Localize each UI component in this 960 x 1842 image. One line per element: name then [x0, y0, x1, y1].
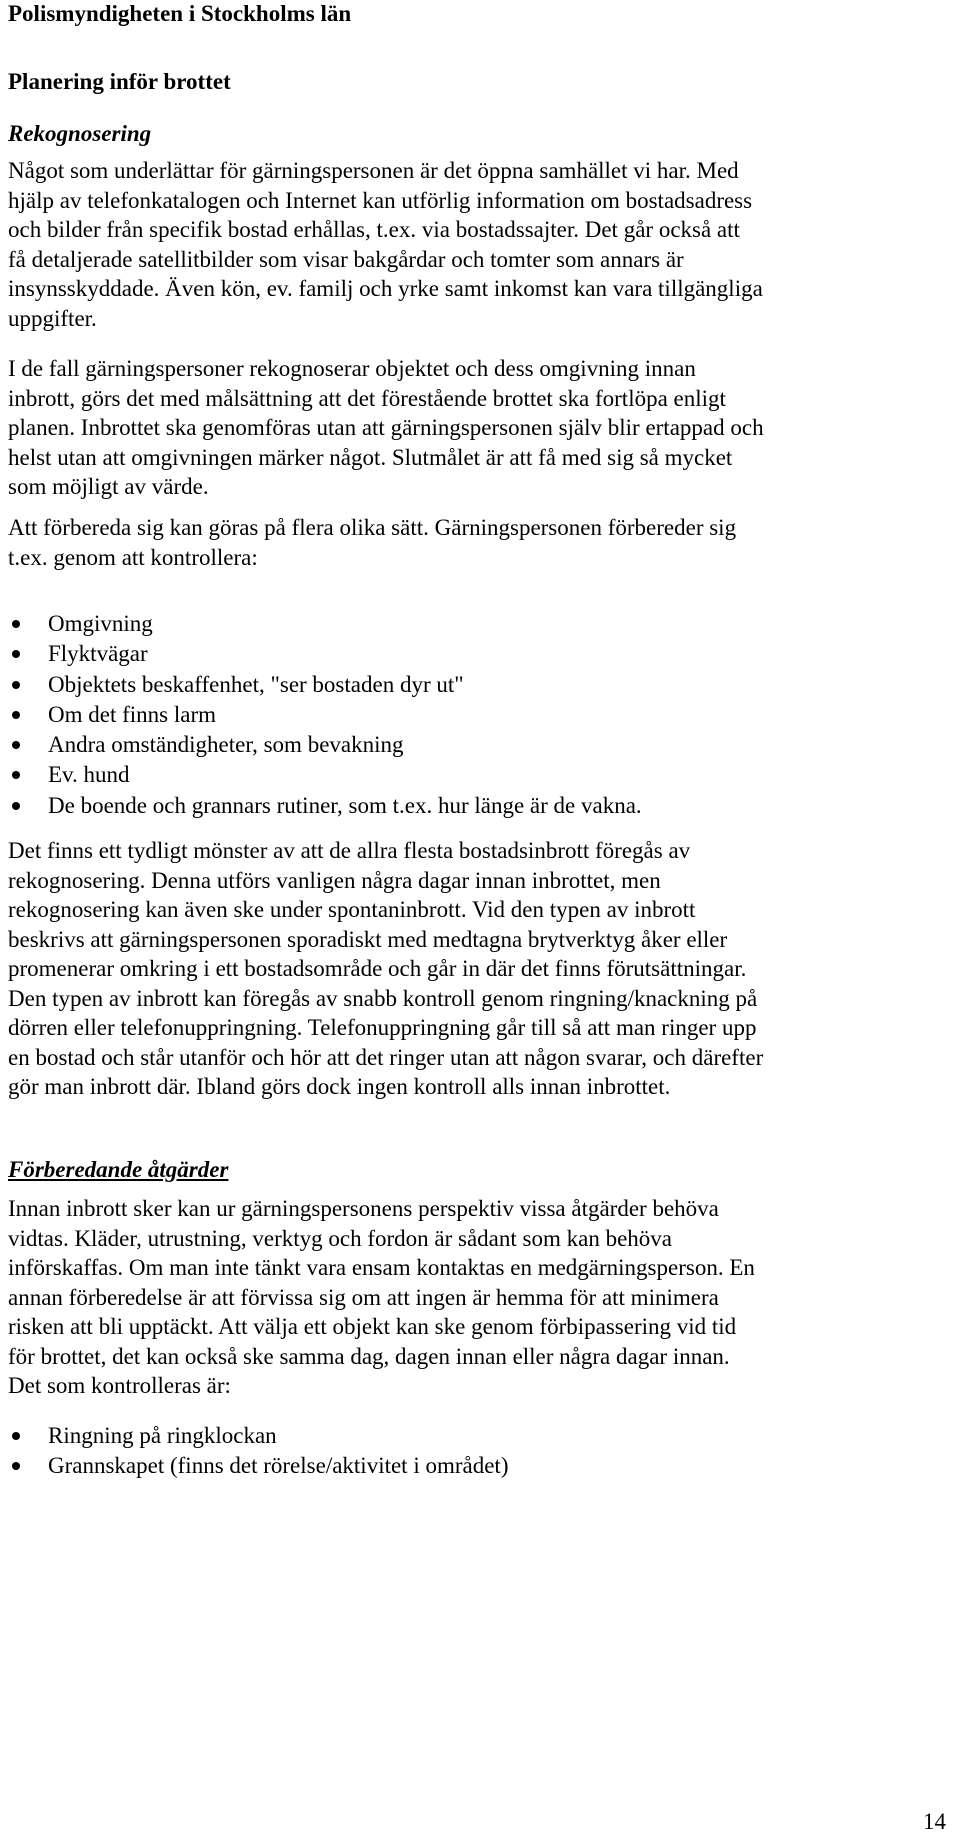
text-line: Något som underlättar för gärningspersonen är det öppna samhället vi har. Med — [8, 158, 739, 183]
list-item — [8, 609, 642, 639]
list-item-label: Grannskapet (finns det rörelse/aktivitet i området) — [48, 1453, 509, 1479]
list-item-label: Ev. hund — [48, 762, 130, 788]
subsection-title-recon: Rekognosering — [8, 121, 152, 146]
document-header: Polismyndigheten i Stockholms län — [8, 1, 352, 26]
text-line: som möjligt av värde. — [8, 474, 209, 499]
text-line: och bilder från specifik bostad erhållas, t.ex. via bostadssajter. Det går också att — [8, 217, 740, 242]
text-line: uppgifter. — [8, 305, 97, 331]
bullet-icon — [12, 681, 20, 689]
text-line: hjälp av telefonkatalogen och Internet kan utförlig information om bostadsadress — [8, 187, 753, 213]
list-item-label: Flyktvägar — [48, 641, 148, 667]
bullet-icon — [12, 620, 20, 628]
recon-paragraph-4 — [8, 836, 958, 1102]
list-item — [8, 700, 642, 730]
text-line: rekognosering. Denna utförs vanligen några dagar innan inbrottet, men — [8, 867, 661, 893]
list-item-label: Om det finns larm — [48, 701, 216, 727]
list-item — [8, 730, 642, 760]
text-line: I de fall gärningspersoner rekognoserar objektet och dess omgivning innan — [8, 356, 696, 381]
list-item — [8, 670, 642, 700]
text-line: Det finns ett tydligt mönster av att de allra flesta bostadsinbrott föregås av — [8, 838, 691, 863]
list-item-label: Objektets beskaffenhet, "ser bostaden dyr ut" — [48, 671, 464, 697]
recon-paragraph-2 — [8, 354, 958, 502]
list-item-label: Andra omständigheter, som bevakning — [48, 732, 404, 758]
text-line: för brottet, det kan också ske samma dag, dagen innan eller några dagar innan. — [8, 1343, 730, 1369]
text-line: införskaffas. Om man inte tänkt vara ensam kontaktas en medgärningsperson. En — [8, 1255, 755, 1280]
text-line: risken att bli upptäckt. Att välja ett objekt kan ske genom förbipassering vid tid — [8, 1314, 737, 1339]
text-line: t.ex. genom att kontrollera: — [8, 544, 258, 570]
list-item — [8, 760, 642, 790]
subsection-title-prep — [8, 1156, 228, 1184]
text-line: vidtas. Kläder, utrustning, verktyg och fordon är sådant som kan behöva — [8, 1225, 673, 1251]
text-line: planen. Inbrottet ska genomföras utan att gärningspersonen själv blir ertappad och — [8, 415, 764, 440]
text-line: få detaljerade satellitbilder som visar bakgårdar och tomter som annars är — [8, 246, 684, 272]
list-item-label: De boende och grannars rutiner, som t.ex. hur länge är de vakna. — [48, 792, 642, 818]
list-item — [8, 1451, 508, 1481]
bullet-icon — [12, 1462, 20, 1470]
bullet-icon — [12, 650, 20, 658]
text-line: gör man inbrott där. Ibland görs dock ingen kontroll alls innan inbrottet. — [8, 1074, 671, 1099]
prep-bullet-list — [8, 1421, 508, 1482]
text-line: beskrivs att gärningspersonen sporadiskt med medtagna brytverktyg åker eller — [8, 926, 728, 952]
text-line: insynsskyddade. Även kön, ev. familj och yrke samt inkomst kan vara tillgängliga — [8, 276, 763, 301]
text-line: helst utan att omgivningen märker något. Slutmålet är att få med sig så mycket — [8, 444, 733, 470]
text-line: annan förberedelse är att förvissa sig om att ingen är hemma för att minimera — [8, 1284, 719, 1310]
text-line: rekognosering kan även ske under spontaninbrott. Vid den typen av inbrott — [8, 897, 696, 922]
text-line: promenerar omkring i ett bostadsområde och går in där det finns förutsättningar. — [8, 956, 747, 981]
text-line: Den typen av inbrott kan föregås av snabb kontroll genom ringning/knackning på — [8, 985, 758, 1011]
text-line: dörren eller telefonuppringning. Telefonuppringning går till så att man ringer upp — [8, 1015, 757, 1040]
text-line: Att förbereda sig kan göras på flera olika sätt. Gärningspersonen förbereder sig — [8, 515, 737, 540]
list-item — [8, 639, 642, 669]
subsection-title-text: Förberedande åtgärder — [8, 1157, 229, 1182]
recon-bullet-list — [8, 609, 642, 821]
list-item — [8, 791, 642, 821]
list-item-label: Ringning på ringklockan — [48, 1423, 277, 1448]
bullet-icon — [12, 711, 20, 719]
bullet-icon — [12, 802, 20, 810]
list-item-label: Omgivning — [48, 611, 153, 636]
page-number: 14 — [923, 1809, 946, 1834]
section-title: Planering inför brottet — [8, 69, 231, 94]
text-line: en bostad och står utanför och hör att det ringer utan att någon svarar, och därefter — [8, 1044, 764, 1070]
text-line: Det som kontrolleras är: — [8, 1373, 231, 1398]
bullet-icon — [12, 741, 20, 749]
list-item — [8, 1421, 508, 1451]
text-line: inbrott, görs det med målsättning att det förestående brottet ska fortlöpa enligt — [8, 385, 726, 411]
text-line: Innan inbrott sker kan ur gärningspersonens perspektiv vissa åtgärder behöva — [8, 1196, 719, 1221]
bullet-icon — [12, 1432, 20, 1440]
prep-paragraph-1 — [8, 1194, 958, 1401]
recon-paragraph-3 — [8, 513, 958, 572]
bullet-icon — [12, 771, 20, 779]
recon-paragraph-1 — [8, 156, 958, 333]
